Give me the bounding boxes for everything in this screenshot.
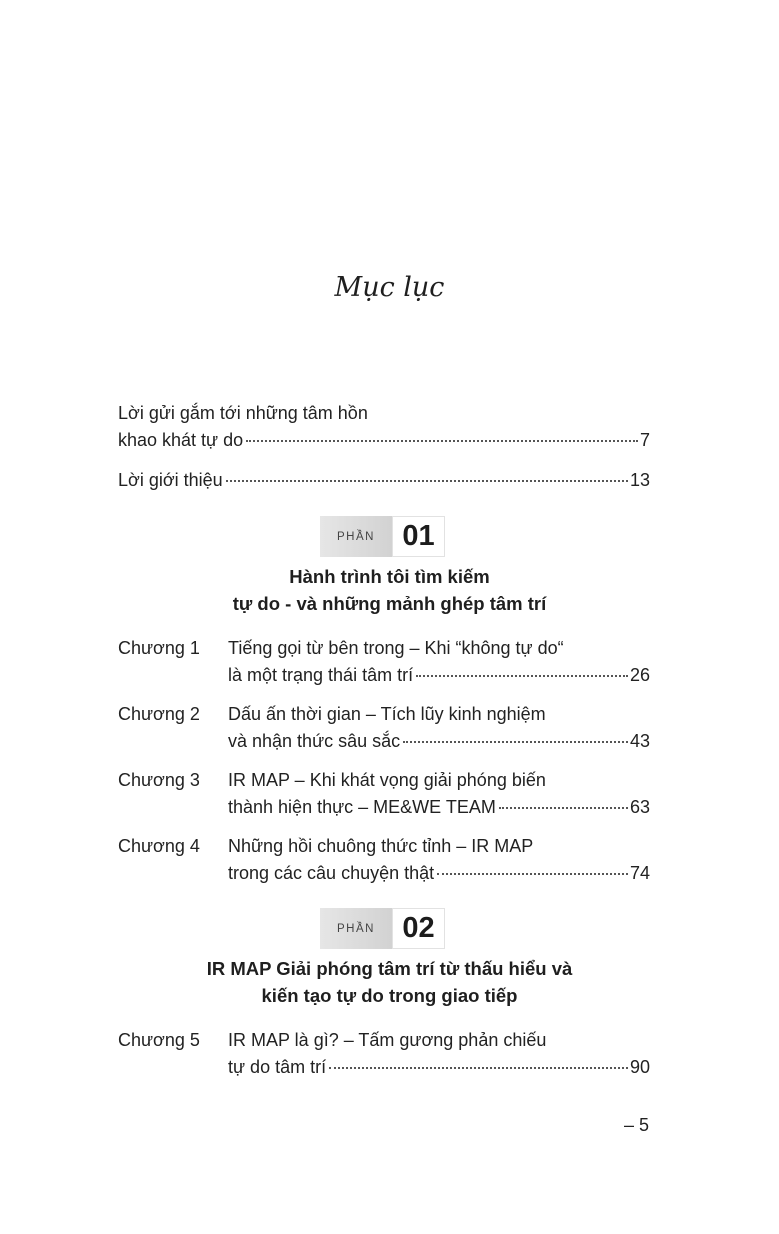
- toc-page-number: 90: [629, 1057, 650, 1077]
- part-badge: [320, 516, 445, 557]
- toc-chapter-3[interactable]: [118, 767, 650, 821]
- toc-entry-title-line: khao khát tự do: [118, 430, 244, 450]
- part-title-line: IR MAP Giải phóng tâm trí từ thấu hiểu và: [206, 958, 573, 979]
- toc-entry-introduction[interactable]: [118, 467, 650, 494]
- part-badge: [320, 908, 445, 949]
- toc-page-number: 26: [629, 665, 650, 685]
- chapter-title-line: Dấu ấn thời gian – Tích lũy kinh nghiệm: [228, 704, 546, 724]
- part-label: PHẦN: [320, 908, 392, 949]
- part-label: PHẦN: [320, 516, 392, 557]
- page-number: – 5: [623, 1115, 649, 1135]
- dot-leader: [329, 1067, 628, 1069]
- chapter-title-line: thành hiện thực – ME&WE TEAM: [228, 797, 496, 817]
- toc-page-number: 7: [639, 430, 650, 450]
- part-title-line: Hành trình tôi tìm kiếm: [289, 566, 490, 587]
- toc-entry-dedication[interactable]: [118, 400, 650, 454]
- chapter-title-line: là một trạng thái tâm trí: [228, 665, 414, 685]
- part-title: [0, 955, 779, 1009]
- dot-leader: [226, 480, 628, 482]
- dot-leader: [416, 675, 628, 677]
- chapter-title-line: Những hồi chuông thức tỉnh – IR MAP: [228, 836, 534, 856]
- chapter-title-line: và nhận thức sâu sắc: [228, 731, 401, 751]
- part-title-line: tự do - và những mảnh ghép tâm trí: [232, 593, 547, 614]
- toc-page-number: 74: [629, 863, 650, 883]
- toc-chapter-2[interactable]: [118, 701, 650, 755]
- dot-leader: [437, 873, 628, 875]
- part-title-line: kiến tạo tự do trong giao tiếp: [261, 985, 518, 1006]
- chapter-label: Chương 5: [118, 1030, 200, 1050]
- toc-chapter-1[interactable]: [118, 635, 650, 689]
- chapter-label: Chương 2: [118, 704, 200, 724]
- chapter-label: Chương 1: [118, 638, 200, 658]
- dot-leader: [499, 807, 628, 809]
- chapter-title-line: IR MAP – Khi khát vọng giải phóng biến: [228, 770, 546, 790]
- toc-page-number: 43: [629, 731, 650, 751]
- chapter-title-line: trong các câu chuyện thật: [228, 863, 435, 883]
- toc-chapter-5[interactable]: [118, 1027, 650, 1081]
- chapter-label: Chương 4: [118, 836, 200, 856]
- chapter-label: Chương 3: [118, 770, 200, 790]
- chapter-title-line: Tiếng gọi từ bên trong – Khi “không tự do“: [228, 638, 564, 658]
- chapter-title-line: tự do tâm trí: [228, 1057, 327, 1077]
- part-title: [0, 563, 779, 617]
- toc-page-number: 13: [629, 470, 650, 490]
- dot-leader: [246, 440, 638, 442]
- chapter-title-line: IR MAP là gì? – Tấm gương phản chiếu: [228, 1030, 547, 1050]
- toc-page-number: 63: [629, 797, 650, 817]
- toc-entry-title-line: Lời giới thiệu: [118, 470, 223, 490]
- toc-entry-title-line: Lời gửi gắm tới những tâm hồn: [118, 403, 368, 423]
- part-number: 02: [392, 908, 445, 949]
- toc-chapter-4[interactable]: [118, 833, 650, 887]
- part-number: 01: [392, 516, 445, 557]
- page-title: Mục lục: [334, 272, 445, 303]
- dot-leader: [403, 741, 628, 743]
